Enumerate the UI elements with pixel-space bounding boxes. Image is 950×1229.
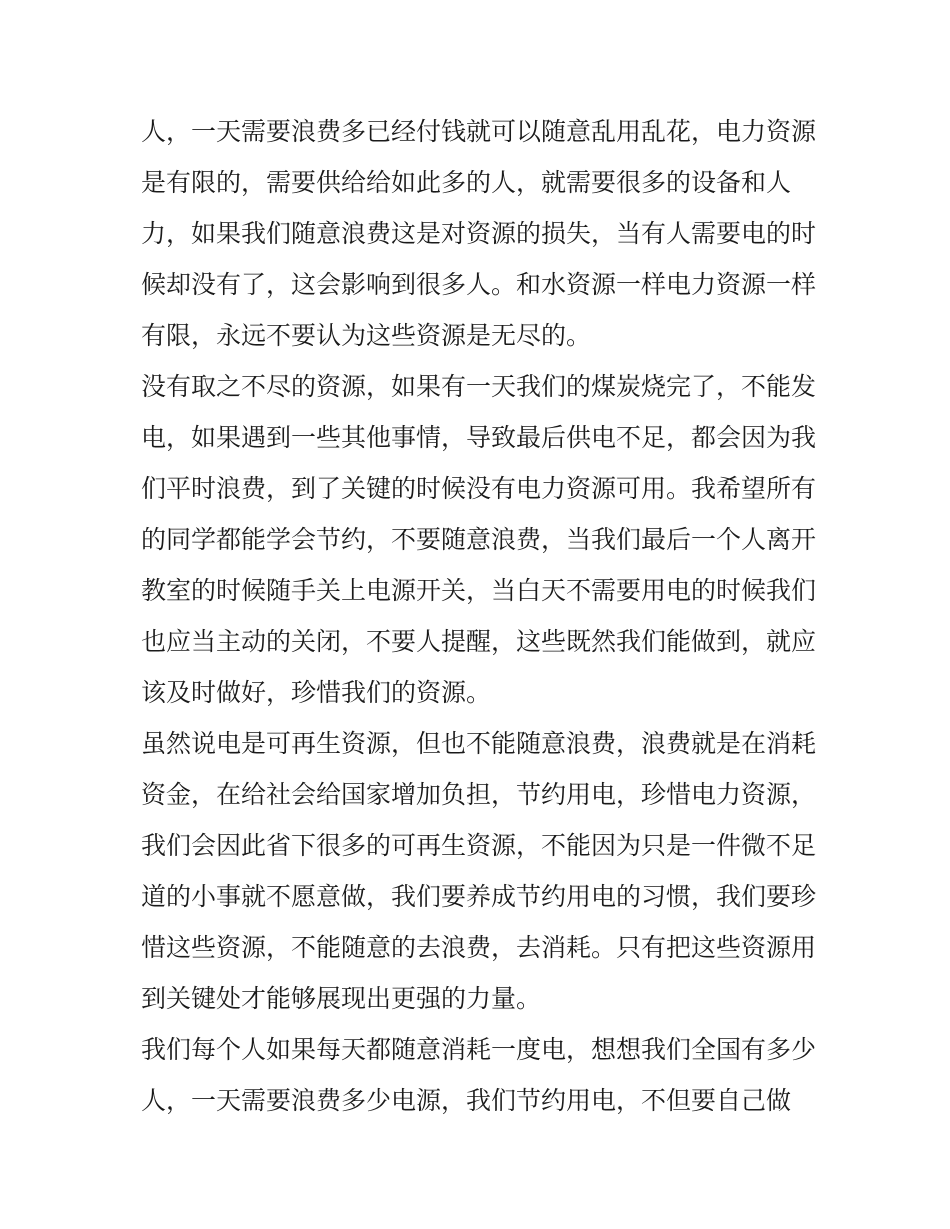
text-line: 们平时浪费，到了关键的时候没有电力资源可用。我希望所有 [141,474,817,503]
text-line: 是有限的，需要供给给如此多的人，就需要很多的设备和人 [141,168,792,197]
text-line: 惜这些资源，不能随意的去浪费，去消耗。只有把这些资源用 [141,933,817,962]
document-body [141,106,821,1126]
paragraph-3 [141,718,821,1024]
text-line: 有限，永远不要认为这些资源是无尽的。 [141,321,592,350]
text-line: 没有取之不尽的资源，如果有一天我们的煤炭烧完了，不能发 [141,372,817,401]
text-line: 也应当主动的关闭，不要人提醒，这些既然我们能做到，就应 [141,627,817,656]
text-line: 教室的时候随手关上电源开关，当白天不需要用电的时候我们 [141,576,817,605]
paragraph-2 [141,361,821,718]
text-line: 候却没有了，这会影响到很多人。和水资源一样电力资源一样 [141,270,817,299]
text-line: 的同学都能学会节约，不要随意浪费，当我们最后一个人离开 [141,525,817,554]
text-line: 人，一天需要浪费多少电源，我们节约用电，不但要自己做 [141,1086,792,1115]
text-line: 资金，在给社会给国家增加负担，节约用电，珍惜电力资源， [141,780,817,809]
paragraph-4 [141,1024,821,1126]
text-line: 电，如果遇到一些其他事情，导致最后供电不足，都会因为我 [141,423,817,452]
text-line: 我们会因此省下很多的可再生资源，不能因为只是一件微不足 [141,831,817,860]
text-line: 该及时做好，珍惜我们的资源。 [141,678,492,707]
paragraph-1 [141,106,821,361]
text-line: 虽然说电是可再生资源，但也不能随意浪费，浪费就是在消耗 [141,729,817,758]
text-line: 道的小事就不愿意做，我们要养成节约用电的习惯，我们要珍 [141,882,817,911]
text-line: 力，如果我们随意浪费这是对资源的损失，当有人需要电的时 [141,219,817,248]
text-line: 我们每个人如果每天都随意消耗一度电，想想我们全国有多少 [141,1035,817,1064]
text-line: 到关键处才能够展现出更强的力量。 [141,984,542,1013]
text-line: 人，一天需要浪费多已经付钱就可以随意乱用乱花，电力资源 [141,117,817,146]
